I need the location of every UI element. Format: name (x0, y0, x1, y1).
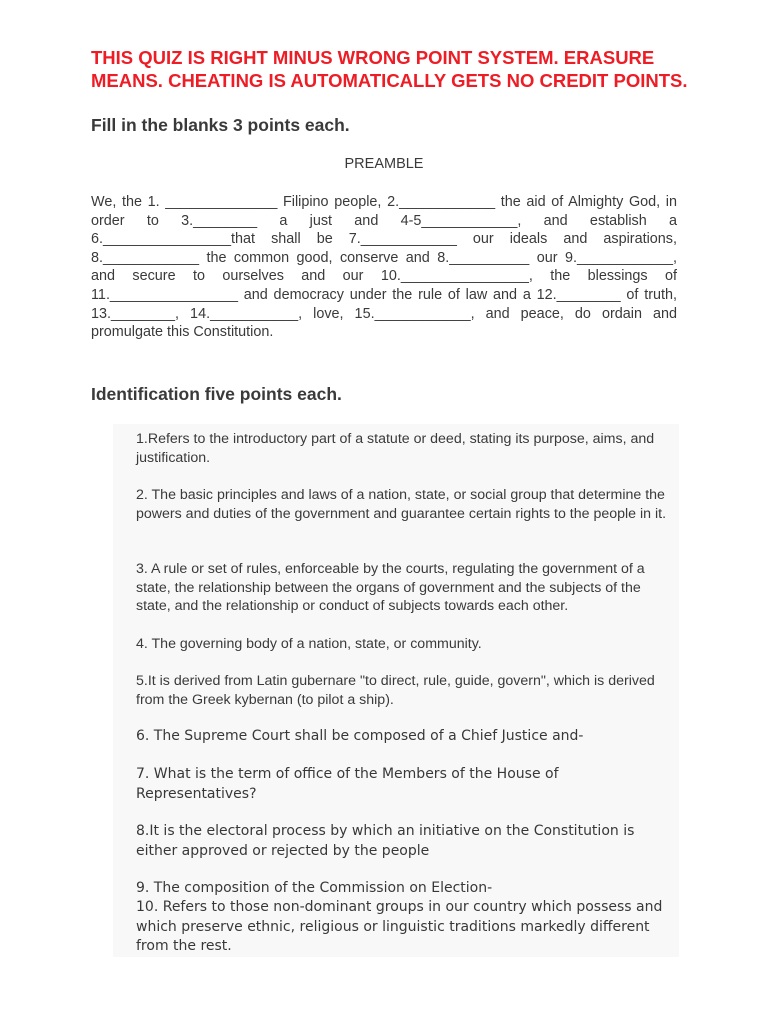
question-7: 7. What is the term of office of the Members of the House of Representatives? (136, 766, 559, 802)
preamble-title: PREAMBLE (344, 156, 424, 172)
question-10: 10. Refers to those non-dominant groups in our country which possess and which preserve ethnic, religious or linguistic traditions markedly different from the rest. (136, 899, 663, 954)
question-6: 6. The Supreme Court shall be composed of a Chief Justice and- (136, 728, 584, 744)
question-5: 5.It is derived from Latin gubernare "to direct, rule, guide, govern", which is derived from the Greek kybernan (to pilot a ship). (136, 673, 655, 708)
warning-notice: THIS QUIZ IS RIGHT MINUS WRONG POINT SYSTEM. ERASURE MEANS. CHEATING IS AUTOMATICALLY GETS NO CREDIT POINTS. (91, 47, 688, 91)
question-1: 1.Refers to the introductory part of a statute or deed, stating its purpose, aims, and justification. (136, 431, 655, 466)
fill-in-blanks-heading: Fill in the blanks 3 points each. (91, 115, 350, 135)
identification-heading: Identification five points each. (91, 384, 342, 404)
question-8: 8.It is the electoral process by which an initiative on the Constitution is either approved or rejected by the people (136, 823, 635, 859)
question-3: 3. A rule or set of rules, enforceable by the courts, regulating the government of a state, the relationship between the organs of government and the subjects of the state, and the relationship or conduct of subjects towards each other. (136, 561, 645, 614)
question-9: 9. The composition of the Commission on Election- (136, 880, 493, 896)
question-2: 2. The basic principles and laws of a nation, state, or social group that determine the powers and duties of the government and guarantee certain rights to the people in it. (136, 487, 667, 522)
preamble-text: We, the 1. ______________ Filipino people, 2.____________ the aid of Almighty God, in order to 3.________ a just and 4-5____________, and establish a 6.________________that shall be 7.____________ our ideals and aspirations, 8.____________ the common good, conserve and 8.__________ our 9.____________, and secure to ourselves and our 10.________________, the blessings of 11.________________ and democracy under the rule of law and a 12.________ of truth, 13.________, 14.___________, love, 15.____________, and peace, do ordain and promulgate this Constitution. (91, 194, 677, 341)
question-4: 4. The governing body of a nation, state, or community. (136, 636, 482, 652)
